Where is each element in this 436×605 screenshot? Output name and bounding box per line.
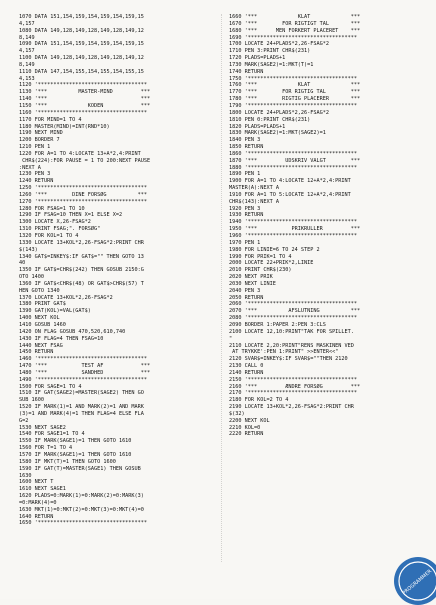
logo-text: PROGRAMMER — [401, 568, 434, 597]
program-listing-right-column: 1660 '*** KLAT *** 1670 '*** FOR RIGTIGT TAL *** 1680 '*** MEN FORKERT PLACERET *** 1690 '*********************************** 1700 LOCATE 24+PLADS*2,26-FSAG*2 1710 PEN 3:PRINT CHR$(231) 1720 PLADS=PLADS+1 1730 MARK(SAGE2)=1:MKT(T)=1 1740 RETURN 1750 '*********************************** 1760 '*** KLAT *** 1770 '*** FOR RIGTIG TAL *** 1780 '*** RIGTIG PLACERER *** 1790 '*********************************** 1800 LOCATE 24+PLADS*2,26-FSAG*2 1810 PEN 0:PRINT CHR$(231) 1820 PLADS=PLADS+1 1830 MARK(SAGE2)=1:MKT(SAGE2)=1 1840 PEN 3 1850 RETURN 1860 '*********************************** 1870 '*** UDSKRIV VALGT *** 1880 '*********************************** 1890 PEN 1 1900 FOR A=1 TO 4:LOCATE 12+A*2,4:PRINT MASTER(A):NEXT A 1910 FOR A=1 TO 5:LOCATE 12+A*2,4:PRINT CHR$(143):NEXT A 1920 PEN 3 1930 RETURN 1940 '*********************************** 1950 '*** PRIKRULLER *** 1960 '*********************************** 1970 PEN 1 1980 FOR LINIE=6 TO 24 STEP 2 1990 FOR PRIK=1 TO 4 2000 LOCATE 22+PRIK*2,LINIE 2010 PRINT CHR$(230) 2020 NEXT PRIK 2030 NEXT LINIE 2040 PEN 3 2050 RETURN 2060 '*********************************** 2070 '*** AFSLUTNING *** 2080 '*********************************** 2090 BORDER 1:PAPER 2:PEN 3:CLS 2100 LOCATE 12,10:PRINT"TAK FOR SPILLET. " 2110 LOCATE 2,20:PRINT"RENS MASKINEN VED AT TRYKKE':PEN 1:PRINT" >>ENTER<<" 2120 SVAR$=INKEY$:IF SVAR$=""THEN 2120 2130 CALL 0 2140 RETURN 2150 '*********************************** 2160 '*** ÆNDRE FORSØG *** 2170 '*********************************** 2180 FOR KOL=2 TO 4 2190 LOCATE 13+KOL*2,26-FSAG*2:PRINT CHR $(32) 2200 NEXT KOL 2210 KOL=0 2220 RETURN — [229, 14, 361, 438]
column-divider — [221, 14, 222, 562]
magazine-logo — [384, 547, 436, 605]
program-listing-left-column: 1070 DATA 151,154,159,154,159,154,159,15 4,157 1080 DATA 149,128,149,128,149,128,149,12 8,149 1090 DATA 151,154,159,154,159,154,159,15 4,157 1100 DATA 149,128,149,128,149,128,149,12 8,149 1110 DATA 147,154,155,154,155,154,155,15 4,153 1120 '*********************************** 1130 '*** MASTER-MIND *** 1140 '*** *** 1150 '*** KODEN *** 1160 '*********************************** 1170 FOR MIND=1 TO 4 1180 MASTER(MIND)=INT(RND*10) 1190 NEXT MIND 1200 BORDER 7 1210 PEN 1 1220 FOR A=1 TO 4:LOCATE 13+A*2,4:PRINT CHR$(224):FOR PAUSE = 1 TO 200:NEXT PAUSE :NEXT A 1230 PEN 3 1240 RETURN 1250 '*********************************** 1260 '*** DINE FORSØG *** 1270 '*********************************** 1280 FOR FSAG=1 TO 10 1290 IF FSAG=10 THEN X=1 ELSE X=2 1300 LOCATE X,26-FSAG*2 1310 PRINT FSAG;". FORSØG" 1320 FOR KOL=1 TO 4 1330 LOCATE 13+KOL*2,26-FSAG*2:PRINT CHR $(143) 1340 GAT$=INKEY$:IF GAT$="" THEN GOTO 13 40 1350 IF GAT$=CHR$(242) THEN GOSUB 2150:G OTO 1400 1360 IF GAT$<CHR$(48) OR GAT$>CHR$(57) T HEN GOTO 1340 1370 LOCATE 13+KOL*2,26-FSAG*2 1380 PRINT GAT$ 1390 GAT(KOL)=VAL(GAT$) 1400 NEXT KOL 1410 GOSUB 1460 1420 ON FLAG GOSUB 470,520,610,740 1430 IF FLAG=4 THEN FSAG=10 1440 NEXT FSAG 1450 RETURN 1460 '*********************************** 1470 '*** TEST AF *** 1480 '*** SANDHED *** 1490 '*********************************** 1500 FOR SAGE=1 TO 4 1510 IF GAT(SAGE2)=MASTER(SAGE2) THEN GO SUB 1600 1520 IF MARK(1)=1 AND MARK(2)=1 AND MARK (3)=1 AND MARK(4)=1 THEN FLAG=4 ELSE FLA G=2 1530 NEXT SAGE2 1540 FOR SAGE1=1 TO 4 1550 IF MARK(SAGE1)=1 THEN GOTO 1610 1560 FOR T=1 TO 4 1570 IF MARK(SAGE1)=1 THEN GOTO 1610 1580 IF MKT(T)=1 THEN GOTO 1600 1590 IF GAT(T)=MASTER(SAGE1) THEN GOSUB 1630 1600 NEXT T 1610 NEXT SAGE1 1620 PLADS=0:MARK(1)=0:MARK(2)=0:MARK(3) =0:MARK(4)=0 1630 MKT(1)=0:MKT(2)=0:MKT(3)=0:MKT(4)=0 1640 RETURN 1650 '*********************************** — [19, 14, 151, 527]
